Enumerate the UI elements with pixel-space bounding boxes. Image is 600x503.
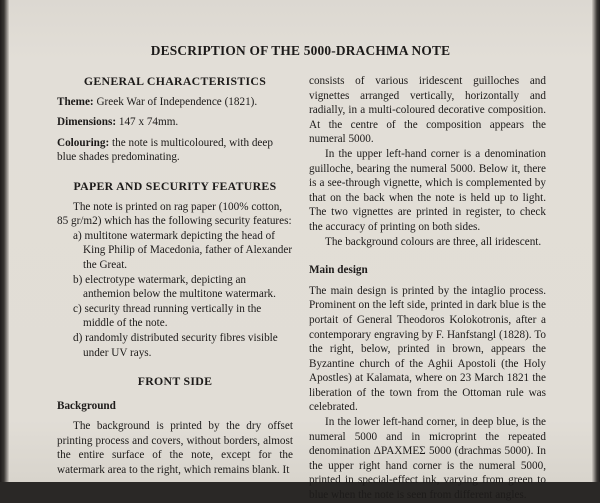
list-item: c) security thread running vertically in the middle of the note. [73, 302, 262, 330]
theme-value: Greek War of Independence (1821). [93, 95, 258, 108]
colouring-label: Colouring: [57, 136, 110, 149]
paper-intro: The note is printed on rag paper (100% cotton, 85 gr/m2) which has the following security features: [57, 200, 292, 228]
background-heading: Background [57, 399, 116, 412]
colouring-value: the note is multicoloured, with deep blue shades predominating. [57, 136, 273, 164]
left-column [57, 74, 293, 478]
page-title: DESCRIPTION OF THE 5000-DRACHMA NOTE [150, 43, 451, 58]
background-paragraph: The background is printed by the dry offset printing process and covers, without borders, almost the entire surface of the note, except for the watermark area to the right, which remains blank. It [57, 420, 293, 477]
list-item: b) electrotype watermark, depicting an anthemion below the multitone watermark. [73, 273, 276, 301]
dimensions-line [57, 115, 293, 130]
background-continued-paragraph: consists of various iridescent guilloches and vignettes arranged vertically, horizontally and radially, in a multi-coloured decorative composition. At the centre of the composition appears the numeral 5000. [309, 75, 546, 146]
main-design-paragraph: The main design is printed by the intaglio process. Prominent on the left side, printed in dark blue is the portait of General Theodoros Kolokotronis, after a contemporary engraving by F. Hanfstangl (1828). To the right, below, printed in brown, appears the Byzantine church of the Aghii Apostoli (the Holy Apostles) at Kalamata, where on 23 March 1821 the liberation of the town from the Ottoman rule was celebrated. [309, 284, 546, 414]
theme-line [57, 95, 293, 110]
general-characteristics-heading: GENERAL CHARACTERISTICS [83, 74, 267, 88]
lower-left-paragraph: In the lower left-hand corner, in deep blue, is the numeral 5000 and in microprint the repeated denomination ΔΡΑΧΜΕΣ 5000 (drachmas 5000). In the upper right hand corner is the numeral 5000, printed in special-effect ink, varying from green to blue when the note is seen from different angles. [309, 416, 546, 502]
background-colours-paragraph: The background colours are three, all iridescent. [325, 235, 542, 248]
front-side-heading: FRONT SIDE [137, 374, 213, 389]
paper-security-heading: PAPER AND SECURITY FEATURES [73, 178, 277, 193]
theme-label: Theme: [57, 95, 94, 108]
security-features-list [57, 229, 293, 360]
dimensions-label: Dimensions: [57, 116, 117, 129]
list-item: a) multitone watermark depicting the head of King Philip of Macedonia, father of Alexander the Great. [73, 229, 293, 271]
list-item: d) randomly distributed security fibres visible under UV rays. [73, 331, 278, 359]
dimensions-value: 147 x 74mm. [116, 116, 179, 129]
right-column [309, 74, 546, 503]
main-design-heading: Main design [309, 264, 368, 277]
upper-left-paragraph: In the upper left-hand corner is a denomination guilloche, bearing the numeral 5000. Below it, there is a see-through vignette, which is complemented by that on the back when the note is held up to light. The two vignettes are printed in register, to check the accuracy of printing on both sides. [309, 147, 546, 233]
colouring-line [57, 136, 293, 165]
document-page [9, 0, 592, 502]
